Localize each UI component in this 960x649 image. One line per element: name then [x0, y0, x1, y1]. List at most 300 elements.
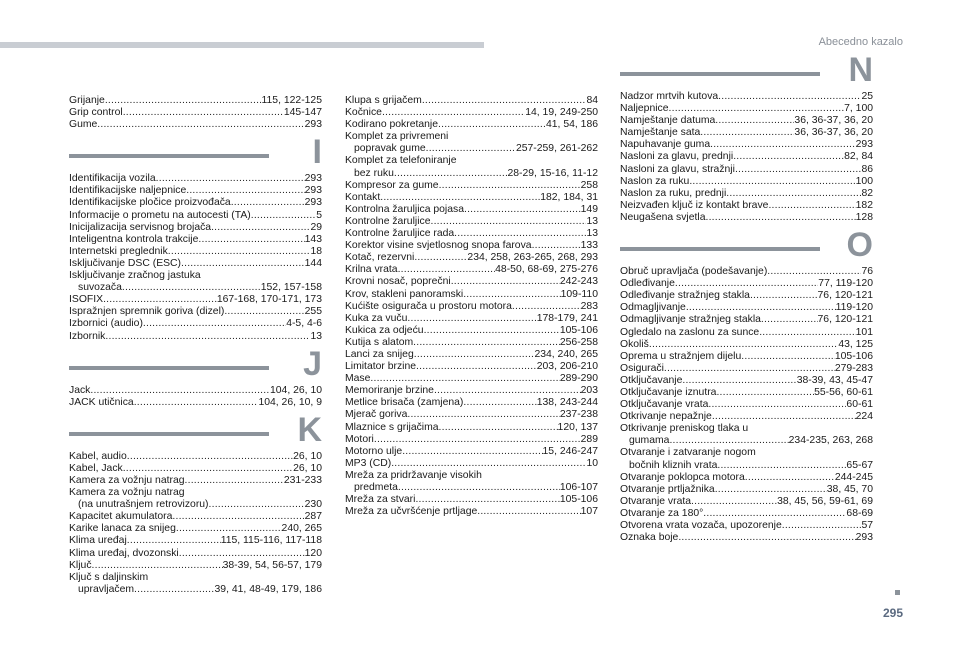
entry-label: Otključavanje vrata: [620, 399, 709, 411]
entry-label: Izbornici (audio): [69, 318, 143, 330]
entry-pages: 38, 45, 70: [826, 483, 873, 495]
entry-leader-dots: [176, 523, 282, 535]
entry-label: Mase: [345, 373, 371, 385]
entry-label: Odmagljivanje stražnjeg stakla: [620, 314, 761, 326]
index-entry: [620, 472, 873, 484]
index-column-1: [69, 95, 322, 596]
entry-pages: 240, 265: [281, 523, 322, 535]
index-entry: [345, 301, 598, 313]
entry-label: Otvaranje poklopca motora: [620, 471, 745, 483]
page-header-title: Abecedno kazalo: [818, 36, 903, 48]
index-entry: [620, 375, 873, 387]
index-entry: [345, 385, 598, 397]
entry-leader-dots: [691, 496, 777, 508]
entry-pages: 293: [304, 185, 322, 197]
index-entry: [345, 506, 598, 518]
entry-label: Krov, stakleni panoramski: [345, 288, 464, 300]
entry-leader-dots: [463, 289, 560, 301]
index-entry: [620, 447, 873, 471]
entry-pages: 36, 36-37, 36, 20: [794, 127, 873, 139]
entry-pages: 13: [586, 228, 598, 240]
section-header: [69, 133, 322, 173]
entry-label: Otključavanje iznutra: [620, 386, 717, 398]
index-column-3: [620, 51, 873, 544]
entry-pages: 244-245: [834, 471, 873, 483]
index-entry: [345, 446, 598, 458]
entry-label: Isključivanje DSC (ESC): [69, 257, 182, 269]
entry-pages: 82: [861, 187, 873, 199]
entry-leader-dots: [407, 313, 536, 325]
entry-pages: 104, 26, 10, 9: [258, 396, 322, 408]
entry-label: Namještanje datuma: [620, 115, 716, 127]
index-entry: [345, 252, 598, 264]
index-entry: [69, 210, 322, 222]
entry-leader-dots: [134, 397, 259, 409]
entry-leader-dots: [402, 446, 542, 458]
index-section-k: [69, 410, 322, 596]
index-entry: [69, 294, 322, 306]
entry-pages: 182, 184, 31: [540, 191, 598, 203]
section-letter: J: [303, 344, 322, 383]
entry-label: ISOFIX: [69, 294, 104, 306]
header-bar: [0, 42, 484, 48]
entry-pages: 82, 84: [844, 151, 873, 163]
entry-pages: 237-238: [559, 409, 598, 421]
entry-leader-dots: [715, 484, 827, 496]
entry-pages: 231-233: [283, 474, 322, 486]
entry-label: (na unutrašnjem retrovizoru): [78, 499, 209, 511]
entry-label: Napuhavanje guma: [620, 139, 711, 151]
index-entry: [620, 164, 873, 176]
index-entry: [69, 173, 322, 185]
entry-title-line: Komplet za privremeni: [345, 131, 449, 143]
section-divider: [620, 72, 820, 76]
entry-pages: 57: [861, 520, 873, 531]
entry-label: Kabel, Jack: [69, 462, 123, 474]
section-divider: [69, 432, 269, 436]
entry-label: Inteligentna kontrola trakcije: [69, 233, 199, 245]
page-marker: [895, 590, 900, 595]
entry-leader-dots: [700, 127, 794, 139]
entry-label: Kabel, audio: [69, 450, 127, 462]
index-entry: [69, 119, 322, 131]
index-entry: [620, 484, 873, 496]
entry-leader-dots: [398, 264, 496, 276]
index-entry: [345, 180, 598, 192]
entry-pages: 293: [855, 532, 873, 544]
entry-pages: 36, 36-37, 36, 20: [794, 115, 873, 127]
index-entry: [345, 325, 598, 337]
entry-label: Identifikacija vozila: [69, 173, 156, 185]
entry-leader-dots: [105, 95, 262, 107]
entry-pages: 279-283: [834, 362, 873, 374]
entry-label: Memoriranje brzine: [345, 385, 434, 397]
entry-leader-dots: [391, 458, 586, 470]
index-entry: [69, 270, 322, 294]
entry-label: Kukica za odjeću: [345, 324, 424, 336]
entry-leader-dots: [669, 435, 788, 447]
entry-pages: 283: [580, 300, 598, 312]
entry-label: bez ruku: [354, 167, 394, 179]
entry-leader-dots: [398, 482, 560, 494]
entry-leader-dots: [759, 327, 855, 339]
index-entry: [620, 508, 873, 520]
entry-pages: 178-179, 241: [536, 312, 598, 324]
index-entry: [345, 361, 598, 373]
entry-pages: 13: [586, 215, 598, 227]
entry-leader-dots: [127, 451, 293, 463]
entry-leader-dots: [463, 397, 536, 409]
entry-pages: 224: [855, 411, 873, 423]
entry-label: JACK utičnica: [69, 396, 134, 408]
index-entry: [345, 422, 598, 434]
index-entry: [620, 176, 873, 188]
entry-label: Krilna vrata: [345, 264, 398, 276]
entry-label: Gume: [69, 119, 98, 131]
index-entry: [69, 318, 322, 330]
section-letter: O: [846, 226, 873, 265]
entry-pages: 167-168, 170-171, 173: [216, 294, 322, 306]
entry-pages: 152, 157-158: [260, 282, 322, 294]
index-entry: [620, 520, 873, 532]
entry-label: Odleđivanje: [620, 278, 675, 290]
entry-label: Klima uređaj, dvozonski: [69, 547, 179, 559]
index-entry: [620, 387, 873, 399]
entry-leader-dots: [380, 192, 540, 204]
entry-leader-dots: [231, 197, 305, 209]
entry-pages: 100: [855, 175, 873, 187]
entry-title-line: Otvaranje i zatvaranje nogom: [620, 447, 756, 459]
entry-leader-dots: [703, 508, 846, 520]
index-entry: [69, 560, 322, 572]
section-divider: [620, 247, 820, 251]
index-entry: [345, 276, 598, 288]
entry-title-line: Ključ s daljinskim: [69, 571, 149, 583]
entry-label: Otkrivanje nepažnje: [620, 411, 712, 423]
entry-leader-dots: [413, 337, 560, 349]
entry-pages: 255: [304, 306, 322, 318]
entry-pages: 115, 115-116, 117-118: [220, 535, 322, 547]
entry-leader-dots: [186, 185, 304, 197]
entry-pages: 43, 125: [838, 338, 873, 350]
entry-label: Izbornik: [69, 330, 106, 342]
entry-title-line: Otkrivanje preniskog tlaka u: [620, 423, 749, 435]
entry-leader-dots: [185, 475, 284, 487]
index-entry: [620, 339, 873, 351]
entry-pages: 128: [855, 211, 873, 223]
entry-label: Mjerač goriva: [345, 409, 408, 421]
entry-label: Identifikacijske naljepnice: [69, 185, 187, 197]
index-entry: [345, 289, 598, 301]
index-entry: [345, 131, 598, 155]
entry-label: Limitator brzine: [345, 361, 417, 373]
entry-pages: 65-67: [846, 459, 873, 471]
entry-label: Metlice brisača (zamjena): [345, 397, 464, 409]
entry-leader-dots: [209, 499, 305, 511]
section-divider: [69, 154, 269, 158]
index-entry: [345, 95, 598, 107]
entry-leader-dots: [735, 164, 862, 176]
entry-leader-dots: [782, 520, 862, 532]
entry-leader-dots: [733, 151, 844, 163]
entry-leader-dots: [143, 318, 286, 330]
entry-leader-dots: [90, 385, 270, 397]
entry-pages: 13: [310, 330, 322, 342]
entry-label: Kućište osigurača u prostoru motora: [345, 300, 512, 312]
entry-leader-dots: [649, 339, 838, 351]
index-entry: [345, 228, 598, 240]
entry-pages: 38-39, 43, 45-47: [796, 374, 873, 386]
index-entry: [620, 200, 873, 212]
entry-pages: 101: [855, 326, 873, 338]
index-entry: [620, 91, 873, 103]
entry-leader-dots: [689, 176, 855, 188]
entry-leader-dots: [767, 266, 861, 278]
index-entry: [620, 327, 873, 339]
entry-pages: 120, 137: [557, 421, 598, 433]
entry-label: Jack: [69, 384, 91, 396]
entry-label: Nasloni za glavu, prednji: [620, 151, 734, 163]
entry-pages: 203: [580, 385, 598, 397]
entry-leader-dots: [761, 314, 818, 326]
entry-label: Mreža za stvari: [345, 494, 416, 506]
entry-label: Kuka za vuču: [345, 312, 408, 324]
entry-label: Klima uređaj: [69, 535, 127, 547]
index-entry: [69, 487, 322, 511]
entry-leader-dots: [181, 258, 305, 270]
entry-label: Odmagljivanje: [620, 302, 686, 314]
entry-pages: 119-120: [835, 302, 873, 314]
index-entry: [345, 204, 598, 216]
index-entry: [620, 127, 873, 139]
entry-pages: 242-243: [559, 276, 598, 288]
entry-leader-dots: [198, 234, 304, 246]
index-entry: [69, 107, 322, 119]
entry-label: Mreža za učvršćenje prtljage: [345, 506, 478, 518]
entry-leader-dots: [382, 107, 525, 119]
entry-pages: 10: [586, 457, 598, 469]
entry-pages: 76, 120-121: [817, 290, 873, 302]
index-entry: [69, 535, 322, 547]
entry-title-line: Komplet za telefoniranje: [345, 155, 457, 167]
index-section: [69, 95, 322, 131]
index-entry: [620, 423, 873, 447]
index-entry: [620, 139, 873, 151]
entry-label: Ispražnjen spremnik goriva (dizel): [69, 306, 225, 318]
entry-pages: 39, 41, 48-49, 179, 186: [214, 583, 322, 595]
index-entry: [620, 363, 873, 375]
entry-pages: 28-29, 15-16, 11-12: [507, 167, 598, 179]
entry-label: Nadzor mrtvih kutova: [620, 91, 719, 102]
entry-label: predmeta: [354, 482, 398, 493]
entry-leader-dots: [414, 349, 535, 361]
entry-label: Mlaznice s grijačima: [345, 421, 439, 433]
entry-pages: 60-61: [846, 399, 873, 411]
entry-label: Korektor visine svjetlosnog snopa farova: [345, 240, 532, 252]
entry-pages: 7, 100: [844, 103, 873, 115]
entry-label: bočnih kliznih vrata: [629, 459, 718, 471]
entry-pages: 14, 19, 249-250: [525, 107, 598, 119]
index-entry: [69, 475, 322, 487]
entry-label: Krovni nosač, poprečni: [345, 276, 451, 288]
entry-label: Neugašena svjetla: [620, 211, 706, 223]
entry-label: Kamera za vožnju natrag: [69, 474, 185, 486]
entry-pages: 26, 10: [293, 450, 322, 462]
entry-pages: 18: [310, 245, 322, 257]
index-entry: [620, 496, 873, 508]
entry-leader-dots: [717, 460, 846, 472]
entry-pages: 48-50, 68-69, 275-276: [495, 264, 598, 276]
entry-label: Ogledalo na zaslonu za sunce: [620, 326, 760, 338]
entry-leader-dots: [750, 290, 818, 302]
entry-leader-dots: [464, 204, 581, 216]
index-entry: [69, 397, 322, 409]
index-entry: [69, 511, 322, 523]
entry-pages: 293: [304, 173, 322, 185]
entry-leader-dots: [438, 119, 546, 131]
entry-label: Oprema u stražnjem dijelu: [620, 350, 742, 362]
index-entry: [345, 349, 598, 361]
entry-pages: 55-56, 60-61: [814, 386, 873, 398]
entry-leader-dots: [716, 387, 814, 399]
entry-label: Otvorena vrata vozača, upozorenje: [620, 520, 782, 531]
index-entry: [69, 451, 322, 463]
entry-pages: 182: [855, 199, 873, 211]
index-entry: [345, 313, 598, 325]
entry-label: gumama: [629, 435, 670, 447]
entry-label: popravak gume: [354, 143, 426, 155]
entry-leader-dots: [370, 373, 559, 385]
entry-pages: 68-69: [846, 507, 873, 519]
index-entry: [345, 240, 598, 252]
entry-label: Karike lanaca za snijeg: [69, 523, 176, 535]
entry-leader-dots: [168, 246, 311, 258]
entry-leader-dots: [251, 210, 316, 222]
entry-label: Motori: [345, 433, 374, 445]
entry-pages: 104, 26, 10: [270, 384, 322, 396]
index-column-2: [345, 95, 598, 518]
entry-pages: 38, 45, 56, 59-61, 69: [777, 495, 873, 507]
entry-leader-dots: [715, 115, 794, 127]
entry-pages: 234, 258, 263-265, 268, 293: [467, 252, 598, 264]
index-entry: [345, 155, 598, 179]
entry-leader-dots: [706, 212, 856, 224]
entry-label: Internetski preglednik: [69, 245, 168, 257]
index-entry: [69, 331, 322, 343]
entry-leader-dots: [512, 301, 581, 313]
index-entry: [620, 399, 873, 411]
index-entry: [620, 278, 873, 290]
entry-label: Kompresor za gume: [345, 179, 439, 191]
entry-pages: 84: [586, 95, 598, 106]
entry-label: Inicijalizacija servisnog brojača: [69, 221, 212, 233]
entry-pages: 25: [861, 91, 873, 102]
entry-leader-dots: [439, 180, 581, 192]
entry-leader-dots: [434, 385, 581, 397]
entry-leader-dots: [745, 472, 835, 484]
entry-label: Odleđivanje stražnjeg stakla: [620, 290, 750, 302]
entry-leader-dots: [156, 173, 305, 185]
entry-leader-dots: [407, 409, 559, 421]
index-section-n: [620, 51, 873, 224]
entry-leader-dots: [454, 228, 586, 240]
entry-label: Kontrolna žaruljica pojasa: [345, 203, 464, 215]
entry-pages: 289-290: [559, 373, 598, 385]
entry-label: Namještanje sata: [620, 127, 701, 139]
entry-leader-dots: [179, 548, 305, 560]
entry-pages: 138, 243-244: [536, 397, 598, 409]
entry-label: Otključavanje: [620, 374, 683, 386]
entry-pages: 230: [304, 499, 322, 511]
entry-leader-dots: [451, 276, 560, 288]
entry-leader-dots: [669, 103, 845, 115]
entry-label: MP3 (CD): [345, 457, 392, 469]
entry-leader-dots: [92, 560, 223, 572]
entry-pages: 86: [861, 163, 873, 175]
index-entry: [345, 470, 598, 494]
section-letter: K: [297, 410, 322, 449]
entry-label: Naljepnice: [620, 103, 669, 115]
entry-pages: 106-107: [559, 482, 598, 493]
entry-label: suvozača: [78, 282, 122, 294]
entry-label: Informacije o prometu na autocesti (TA): [69, 209, 251, 221]
entry-leader-dots: [134, 584, 215, 596]
index-entry: [345, 107, 598, 119]
entry-pages: 5: [316, 209, 322, 221]
entry-leader-dots: [741, 351, 835, 363]
entry-leader-dots: [105, 331, 310, 343]
section-letter: I: [312, 133, 322, 172]
entry-pages: 203, 206-210: [536, 361, 598, 373]
index-entry: [620, 532, 873, 544]
index-section-o: [620, 226, 873, 544]
entry-pages: 4-5, 4-6: [286, 318, 322, 330]
section-divider: [69, 366, 269, 370]
entry-leader-dots: [532, 240, 581, 252]
entry-label: Identifikacijske pločice proizvođača: [69, 197, 231, 209]
entry-label: Neizvađen ključ iz kontakt brave: [620, 199, 769, 211]
index-entry: [620, 302, 873, 314]
entry-label: Obruč upravljača (podešavanje): [620, 266, 768, 278]
entry-label: Kontrolne žaruljice: [345, 215, 431, 227]
entry-pages: 77, 119-120: [818, 278, 873, 290]
index-section-j: [69, 344, 322, 409]
index-entry: [69, 222, 322, 234]
entry-label: Kodirano pokretanje: [345, 119, 439, 131]
index-entry: [345, 373, 598, 385]
entry-label: Naslon za ruku: [620, 175, 690, 187]
entry-label: Kontrolne žaruljice rada: [345, 228, 455, 240]
entry-label: Naslon za ruku, prednji: [620, 187, 727, 199]
index-entry: [620, 188, 873, 200]
entry-pages: 105-106: [834, 350, 873, 362]
entry-label: Oznaka boje: [620, 532, 679, 544]
entry-label: Otvaranje prtljažnika: [620, 483, 715, 495]
entry-pages: 133: [580, 240, 598, 252]
entry-label: Kočnice: [345, 107, 382, 119]
entry-pages: 76, 120-121: [817, 314, 873, 326]
entry-pages: 293: [855, 139, 873, 151]
entry-pages: 105-106: [559, 494, 598, 506]
entry-leader-dots: [682, 375, 796, 387]
entry-leader-dots: [477, 506, 580, 518]
entry-pages: 289: [580, 433, 598, 445]
entry-leader-dots: [172, 511, 304, 523]
index-entry: [69, 185, 322, 197]
index-entry: [69, 258, 322, 270]
index-entry: [69, 523, 322, 535]
index-entry: [345, 192, 598, 204]
